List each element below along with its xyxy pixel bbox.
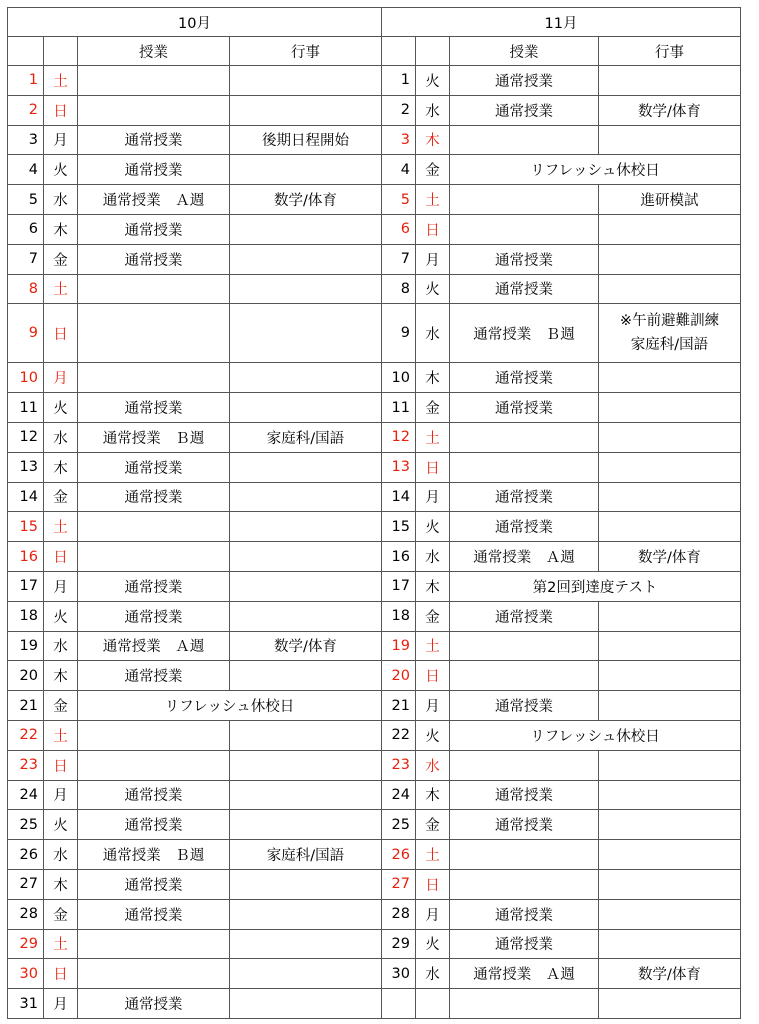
event-cell (599, 125, 741, 155)
event-cell (599, 869, 741, 899)
day-number: 24 (8, 780, 44, 810)
day-number: 4 (382, 155, 416, 185)
day-number: 2 (8, 95, 44, 125)
event-cell (599, 244, 741, 274)
day-row (8, 452, 741, 482)
weekday: 木 (416, 363, 450, 393)
weekday: 月 (44, 571, 78, 601)
event-cell (230, 185, 382, 215)
day-row (8, 840, 741, 870)
event-cell (230, 571, 382, 601)
class-cell: 通常授業 (78, 125, 230, 155)
day-row (8, 571, 741, 601)
day-number: 7 (382, 244, 416, 274)
month-title: 11月 (382, 8, 741, 37)
day-number: 21 (8, 691, 44, 721)
class-cell: 通常授業 Ａ週 (78, 185, 230, 215)
class-cell: 通常授業 (78, 601, 230, 631)
day-row (8, 185, 741, 215)
class-cell (78, 959, 230, 989)
day-row (8, 274, 741, 304)
weekday: 土 (44, 274, 78, 304)
day-number: 28 (382, 899, 416, 929)
event-cell (599, 631, 741, 661)
class-cell: 通常授業 (78, 899, 230, 929)
weekday: 火 (44, 810, 78, 840)
day-number: 25 (382, 810, 416, 840)
day-number: 25 (8, 810, 44, 840)
event-cell (230, 155, 382, 185)
event-cell (599, 214, 741, 244)
day-number: 7 (8, 244, 44, 274)
weekday: 日 (416, 869, 450, 899)
event-cell (230, 512, 382, 542)
class-cell: 通常授業 (78, 214, 230, 244)
event-cell (599, 899, 741, 929)
class-cell: 通常授業 (78, 869, 230, 899)
column-header-class: 授業 (78, 37, 230, 66)
class-cell: 通常授業 Ａ週 (78, 631, 230, 661)
weekday: 金 (44, 244, 78, 274)
day-row (8, 66, 741, 96)
class-cell (78, 95, 230, 125)
event-cell (599, 304, 741, 363)
class-cell (450, 214, 599, 244)
class-cell: 通常授業 (450, 899, 599, 929)
event-line: 数学/体育 (274, 639, 337, 656)
day-number: 24 (382, 780, 416, 810)
empty-cell (382, 989, 416, 1019)
weekday: 土 (44, 929, 78, 959)
header-blank (44, 37, 78, 66)
event-cell (599, 363, 741, 393)
event-cell (230, 244, 382, 274)
class-cell: 通常授業 Ｂ週 (450, 304, 599, 363)
weekday: 金 (416, 155, 450, 185)
weekday: 土 (44, 512, 78, 542)
event-cell (599, 95, 741, 125)
weekday: 水 (416, 542, 450, 572)
class-cell: 通常授業 (78, 393, 230, 423)
event-cell (230, 214, 382, 244)
day-row (8, 869, 741, 899)
day-number: 14 (382, 482, 416, 512)
day-number: 26 (8, 840, 44, 870)
day-number: 19 (382, 631, 416, 661)
weekday: 月 (44, 989, 78, 1019)
event-line: 数学/体育 (638, 550, 701, 567)
class-cell (450, 840, 599, 870)
day-number: 21 (382, 691, 416, 721)
day-number: 9 (382, 304, 416, 363)
day-row (8, 810, 741, 840)
day-number: 30 (8, 959, 44, 989)
weekday: 火 (416, 512, 450, 542)
day-row (8, 661, 741, 691)
weekday: 日 (416, 214, 450, 244)
day-number: 27 (8, 869, 44, 899)
day-number: 27 (382, 869, 416, 899)
day-number: 10 (8, 363, 44, 393)
day-number: 3 (382, 125, 416, 155)
event-cell (599, 601, 741, 631)
event-cell (230, 422, 382, 452)
day-row (8, 155, 741, 185)
day-number: 26 (382, 840, 416, 870)
day-number: 18 (382, 601, 416, 631)
class-cell (78, 363, 230, 393)
weekday: 日 (44, 959, 78, 989)
weekday: 水 (416, 959, 450, 989)
weekday: 木 (416, 571, 450, 601)
event-cell (599, 959, 741, 989)
class-cell (450, 185, 599, 215)
class-cell: 通常授業 (78, 155, 230, 185)
weekday: 水 (416, 304, 450, 363)
class-cell: 通常授業 (450, 363, 599, 393)
event-cell (230, 363, 382, 393)
weekday: 火 (44, 601, 78, 631)
weekday: 月 (416, 244, 450, 274)
event-line: 数学/体育 (274, 193, 337, 210)
event-cell (599, 512, 741, 542)
event-cell (230, 393, 382, 423)
event-line: 後期日程開始 (262, 133, 349, 150)
class-cell (450, 661, 599, 691)
merged-event: リフレッシュ休校日 (450, 720, 741, 750)
weekday: 水 (416, 95, 450, 125)
event-cell (599, 185, 741, 215)
class-cell: 通常授業 Ａ週 (450, 959, 599, 989)
class-cell (78, 542, 230, 572)
event-cell (230, 840, 382, 870)
class-cell (78, 512, 230, 542)
day-row (8, 720, 741, 750)
class-cell: 通常授業 (450, 601, 599, 631)
day-number: 12 (382, 422, 416, 452)
event-cell (599, 810, 741, 840)
event-cell (230, 810, 382, 840)
event-cell (230, 274, 382, 304)
event-cell (599, 780, 741, 810)
weekday: 金 (44, 482, 78, 512)
event-cell (230, 720, 382, 750)
month-title: 10月 (8, 8, 382, 37)
day-number: 11 (382, 393, 416, 423)
schedule-table (7, 7, 741, 1019)
day-number: 15 (382, 512, 416, 542)
weekday: 火 (44, 155, 78, 185)
day-number: 6 (8, 214, 44, 244)
day-number: 20 (8, 661, 44, 691)
day-number: 29 (8, 929, 44, 959)
day-number: 16 (382, 542, 416, 572)
empty-cell (416, 989, 450, 1019)
event-line: 家庭科/国語 (630, 337, 709, 354)
event-cell (599, 691, 741, 721)
event-cell (230, 304, 382, 363)
weekday: 木 (44, 214, 78, 244)
event-line: 数学/体育 (638, 103, 701, 120)
class-cell (450, 422, 599, 452)
event-cell (599, 452, 741, 482)
class-cell (78, 274, 230, 304)
weekday: 日 (44, 542, 78, 572)
class-cell (78, 304, 230, 363)
weekday: 木 (44, 869, 78, 899)
weekday: 水 (44, 840, 78, 870)
day-number: 3 (8, 125, 44, 155)
day-number: 23 (8, 750, 44, 780)
day-number: 30 (382, 959, 416, 989)
event-cell (599, 542, 741, 572)
weekday: 水 (416, 750, 450, 780)
class-cell: 通常授業 (78, 244, 230, 274)
class-cell: 通常授業 Ｂ週 (78, 422, 230, 452)
class-cell: 通常授業 (450, 393, 599, 423)
class-cell: 通常授業 (450, 810, 599, 840)
day-row (8, 214, 741, 244)
weekday: 月 (416, 899, 450, 929)
event-cell (599, 274, 741, 304)
event-cell (230, 631, 382, 661)
day-number: 2 (382, 95, 416, 125)
event-cell (599, 66, 741, 96)
weekday: 月 (44, 125, 78, 155)
weekday: 水 (44, 422, 78, 452)
day-number: 17 (8, 571, 44, 601)
weekday: 日 (44, 95, 78, 125)
month-title-row (8, 8, 741, 37)
weekday: 月 (416, 482, 450, 512)
day-number: 13 (382, 452, 416, 482)
class-cell (78, 720, 230, 750)
weekday: 日 (416, 661, 450, 691)
merged-event: リフレッシュ休校日 (78, 691, 382, 721)
day-number: 11 (8, 393, 44, 423)
event-cell (599, 750, 741, 780)
header-blank (416, 37, 450, 66)
day-number: 8 (382, 274, 416, 304)
event-cell (230, 482, 382, 512)
class-cell: 通常授業 Ｂ週 (78, 840, 230, 870)
weekday: 火 (416, 274, 450, 304)
event-cell (230, 452, 382, 482)
weekday: 月 (416, 691, 450, 721)
weekday: 土 (416, 840, 450, 870)
class-cell: 通常授業 (78, 810, 230, 840)
column-header-event: 行事 (599, 37, 741, 66)
day-row (8, 691, 741, 721)
class-cell: 通常授業 (450, 244, 599, 274)
day-row (8, 244, 741, 274)
day-number: 5 (382, 185, 416, 215)
day-number: 12 (8, 422, 44, 452)
event-cell (230, 661, 382, 691)
event-cell (230, 869, 382, 899)
day-number: 5 (8, 185, 44, 215)
day-number: 6 (382, 214, 416, 244)
day-number: 10 (382, 363, 416, 393)
day-row (8, 899, 741, 929)
weekday: 日 (44, 304, 78, 363)
day-row (8, 750, 741, 780)
day-number: 18 (8, 601, 44, 631)
event-line: 数学/体育 (638, 967, 701, 984)
class-cell (78, 66, 230, 96)
event-cell (230, 929, 382, 959)
event-cell (230, 66, 382, 96)
day-number: 22 (382, 720, 416, 750)
weekday: 土 (416, 631, 450, 661)
class-cell (450, 631, 599, 661)
event-cell (230, 959, 382, 989)
weekday: 土 (416, 185, 450, 215)
day-number: 23 (382, 750, 416, 780)
weekday: 土 (44, 66, 78, 96)
class-cell: 通常授業 (78, 482, 230, 512)
day-number: 28 (8, 899, 44, 929)
day-number: 9 (8, 304, 44, 363)
header-blank (8, 37, 44, 66)
class-cell (450, 125, 599, 155)
event-cell (599, 422, 741, 452)
day-number: 20 (382, 661, 416, 691)
column-header-class: 授業 (450, 37, 599, 66)
weekday: 火 (416, 720, 450, 750)
weekday: 日 (416, 452, 450, 482)
weekday: 火 (416, 929, 450, 959)
day-number: 4 (8, 155, 44, 185)
merged-event: リフレッシュ休校日 (450, 155, 741, 185)
class-cell: 通常授業 (450, 95, 599, 125)
event-cell (599, 929, 741, 959)
event-cell (230, 601, 382, 631)
empty-cell (450, 989, 599, 1019)
event-line: 家庭科/国語 (266, 848, 345, 865)
class-cell: 通常授業 (450, 512, 599, 542)
weekday: 水 (44, 185, 78, 215)
class-cell: 通常授業 (78, 989, 230, 1019)
event-line: ※午前避難訓練 (619, 313, 720, 330)
class-cell: 通常授業 (450, 929, 599, 959)
column-header-row (8, 37, 741, 66)
class-cell: 通常授業 (78, 571, 230, 601)
event-line: 進研模試 (640, 193, 699, 210)
day-row (8, 631, 741, 661)
event-cell (230, 989, 382, 1019)
weekday: 火 (416, 66, 450, 96)
day-number: 17 (382, 571, 416, 601)
day-row (8, 601, 741, 631)
event-cell (599, 840, 741, 870)
day-row (8, 959, 741, 989)
event-cell (230, 780, 382, 810)
weekday: 木 (44, 452, 78, 482)
empty-cell (599, 989, 741, 1019)
day-number: 13 (8, 452, 44, 482)
class-cell: 通常授業 (78, 452, 230, 482)
weekday: 土 (44, 720, 78, 750)
day-number: 16 (8, 542, 44, 572)
event-cell (230, 95, 382, 125)
weekday: 金 (44, 691, 78, 721)
event-cell (599, 393, 741, 423)
class-cell (450, 452, 599, 482)
weekday: 月 (44, 363, 78, 393)
event-cell (230, 899, 382, 929)
day-number: 31 (8, 989, 44, 1019)
event-cell (230, 750, 382, 780)
day-number: 15 (8, 512, 44, 542)
weekday: 月 (44, 780, 78, 810)
column-header-event: 行事 (230, 37, 382, 66)
weekday: 木 (416, 125, 450, 155)
weekday: 金 (416, 393, 450, 423)
weekday: 金 (416, 810, 450, 840)
event-line: 家庭科/国語 (266, 430, 345, 447)
event-cell (230, 542, 382, 572)
header-blank (382, 37, 416, 66)
day-row (8, 989, 741, 1019)
class-cell: 通常授業 (450, 780, 599, 810)
day-row (8, 542, 741, 572)
day-number: 1 (382, 66, 416, 96)
class-cell: 通常授業 (450, 274, 599, 304)
day-number: 14 (8, 482, 44, 512)
merged-event: 第2回到達度テスト (450, 571, 741, 601)
day-row (8, 929, 741, 959)
day-number: 22 (8, 720, 44, 750)
class-cell: 通常授業 (450, 66, 599, 96)
event-cell (599, 482, 741, 512)
day-number: 19 (8, 631, 44, 661)
class-cell: 通常授業 (450, 691, 599, 721)
day-number: 29 (382, 929, 416, 959)
class-cell: 通常授業 (78, 780, 230, 810)
weekday: 木 (44, 661, 78, 691)
weekday: 火 (44, 393, 78, 423)
day-number: 1 (8, 66, 44, 96)
class-cell (450, 750, 599, 780)
class-cell: 通常授業 (78, 661, 230, 691)
class-cell (78, 929, 230, 959)
weekday: 木 (416, 780, 450, 810)
class-cell (450, 869, 599, 899)
weekday: 土 (416, 422, 450, 452)
weekday: 水 (44, 631, 78, 661)
weekday: 金 (44, 899, 78, 929)
day-row (8, 393, 741, 423)
day-row (8, 304, 741, 363)
event-cell (230, 125, 382, 155)
day-row (8, 422, 741, 452)
weekday: 日 (44, 750, 78, 780)
event-cell (599, 661, 741, 691)
day-row (8, 125, 741, 155)
day-row (8, 95, 741, 125)
day-row (8, 512, 741, 542)
day-row (8, 780, 741, 810)
class-cell: 通常授業 Ａ週 (450, 542, 599, 572)
day-row (8, 363, 741, 393)
day-row (8, 482, 741, 512)
class-cell (78, 750, 230, 780)
day-number: 8 (8, 274, 44, 304)
weekday: 金 (416, 601, 450, 631)
class-cell: 通常授業 (450, 482, 599, 512)
